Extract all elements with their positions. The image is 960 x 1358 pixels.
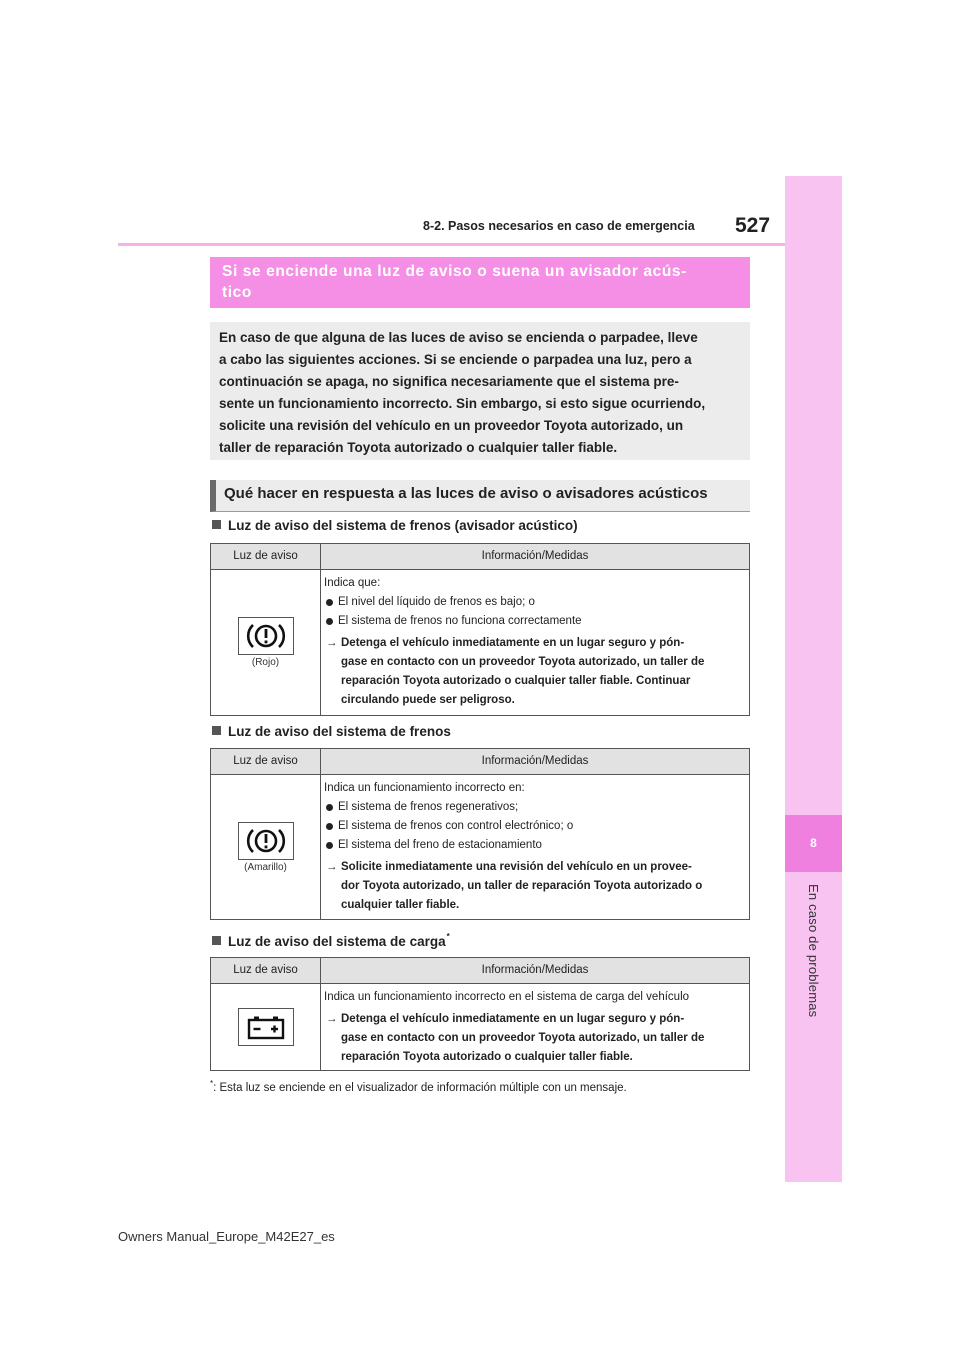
arrow-icon: → — [326, 637, 338, 649]
info-intro: Indica un funcionamiento incorrecto en: — [324, 782, 525, 794]
square-bullet-icon — [212, 936, 221, 945]
chapter-number-box — [785, 815, 842, 872]
warning-table — [210, 543, 750, 716]
footnote-mark: * — [210, 1079, 214, 1088]
square-bullet-icon — [212, 520, 221, 529]
table-header-row — [211, 749, 749, 775]
info-bullet: El nivel del líquido de frenos es bajo; o — [324, 593, 743, 612]
action-line: dor Toyota autorizado, un taller de reparación Toyota autorizado o — [341, 880, 703, 892]
warning-light-cell — [211, 570, 321, 715]
chapter-name: En caso de problemas — [806, 884, 821, 1018]
action-line: Detenga el vehículo inmediatamente en un lugar seguro y pón- — [341, 1013, 685, 1025]
action-line: cualquier taller fiable. — [341, 899, 460, 911]
header-divider — [118, 243, 785, 246]
action-line: gase en contacto con un proveedor Toyota autorizado, un taller de — [341, 1032, 705, 1044]
intro-line: a cabo las siguientes acciones. Si se enciende o parpadea una luz, pero a — [219, 352, 692, 367]
icon-color-caption: (Amarillo) — [244, 861, 287, 873]
intro-line: continuación se apaga, no significa necesariamente que el sistema pre- — [219, 374, 679, 389]
action-line: reparación Toyota autorizado o cualquier taller fiable. — [341, 1051, 633, 1063]
table-row — [211, 775, 749, 919]
action-line: circulando puede ser peligroso. — [341, 694, 515, 706]
info-bullet: El sistema del freno de estacionamiento — [324, 836, 743, 855]
item-heading-text: Luz de aviso del sistema de frenos — [228, 724, 451, 739]
info-cell — [321, 775, 749, 919]
action-line: Solicite inmediatamente una revisión del vehículo en un provee- — [341, 861, 692, 873]
warning-light-cell — [211, 984, 321, 1070]
warning-light-cell — [211, 775, 321, 919]
action-line: Detenga el vehículo inmediatamente en un lugar seguro y pón- — [341, 637, 685, 649]
table-row — [211, 984, 749, 1070]
item-heading — [212, 518, 578, 533]
square-bullet-icon — [212, 726, 221, 735]
intro-line: taller de reparación Toyota autorizado o cualquier taller fiable. — [219, 440, 618, 455]
section-banner — [210, 257, 750, 308]
action-line: reparación Toyota autorizado o cualquier taller fiable. Continuar — [341, 675, 691, 687]
warning-table — [210, 957, 750, 1071]
table-header-light: Luz de aviso — [211, 958, 321, 983]
table-header-info: Información/Medidas — [481, 755, 589, 767]
item-heading-text: Luz de aviso del sistema de frenos (avisador acústico) — [228, 518, 578, 533]
section-title: 8-2. Pasos necesarios en caso de emergencia — [423, 219, 695, 233]
page-number: 527 — [735, 214, 771, 237]
table-header-row — [211, 958, 749, 984]
info-intro: Indica que: — [324, 577, 381, 589]
brake-warning-icon — [238, 617, 294, 655]
info-cell — [321, 570, 749, 715]
info-intro: Indica un funcionamiento incorrecto en el sistema de carga del vehículo — [324, 991, 690, 1003]
brake-warning-icon — [238, 822, 294, 860]
action-instruction — [324, 634, 743, 710]
info-bullet: El sistema de frenos con control electrónico; o — [324, 817, 743, 836]
icon-color-caption: (Rojo) — [251, 657, 280, 668]
chapter-number: 8 — [810, 836, 817, 850]
table-header-row — [211, 544, 749, 570]
item-heading — [212, 932, 450, 949]
footnote-mark: * — [446, 932, 450, 941]
info-bullet: El sistema de frenos regenerativos; — [324, 798, 743, 817]
chapter-name-wrap — [785, 884, 842, 1064]
subsection-header: Qué hacer en respuesta a las luces de aviso o avisadores acústicos — [210, 480, 750, 512]
footnote-text: : Esta luz se enciende en el visualizador de información múltiple con un mensaje. — [213, 1081, 627, 1094]
warning-table — [210, 748, 750, 920]
table-header-info: Información/Medidas — [481, 964, 589, 976]
intro-paragraph — [210, 322, 750, 460]
table-row — [211, 570, 749, 715]
action-instruction — [324, 858, 743, 915]
chapter-side-tab — [785, 176, 842, 1182]
banner-title-line-1: Si se enciende una luz de aviso o suena un avisador acús- — [222, 263, 687, 280]
footnote — [210, 1079, 627, 1094]
intro-line: sente un funcionamiento incorrecto. Sin embargo, si esto sigue ocurriendo, — [219, 396, 706, 411]
item-heading — [212, 724, 451, 739]
battery-icon — [238, 1008, 294, 1046]
table-header-light: Luz de aviso — [211, 749, 321, 774]
table-header-light: Luz de aviso — [211, 544, 321, 569]
intro-line: solicite una revisión del vehículo en un proveedor Toyota autorizado, un — [219, 418, 684, 433]
item-heading-text: Luz de aviso del sistema de carga — [228, 934, 446, 949]
info-cell — [321, 984, 749, 1070]
table-header-info: Información/Medidas — [481, 550, 589, 562]
document-footer: Owners Manual_Europe_M42E27_es — [118, 1229, 335, 1244]
arrow-icon: → — [326, 1013, 338, 1025]
banner-title-line-2: tico — [222, 284, 252, 301]
info-bullet: El sistema de frenos no funciona correctamente — [324, 612, 743, 631]
action-line: gase en contacto con un proveedor Toyota autorizado, un taller de — [341, 656, 705, 668]
action-instruction — [324, 1010, 743, 1067]
arrow-icon: → — [326, 861, 338, 873]
intro-line: En caso de que alguna de las luces de aviso se encienda o parpadee, lleve — [219, 330, 698, 345]
